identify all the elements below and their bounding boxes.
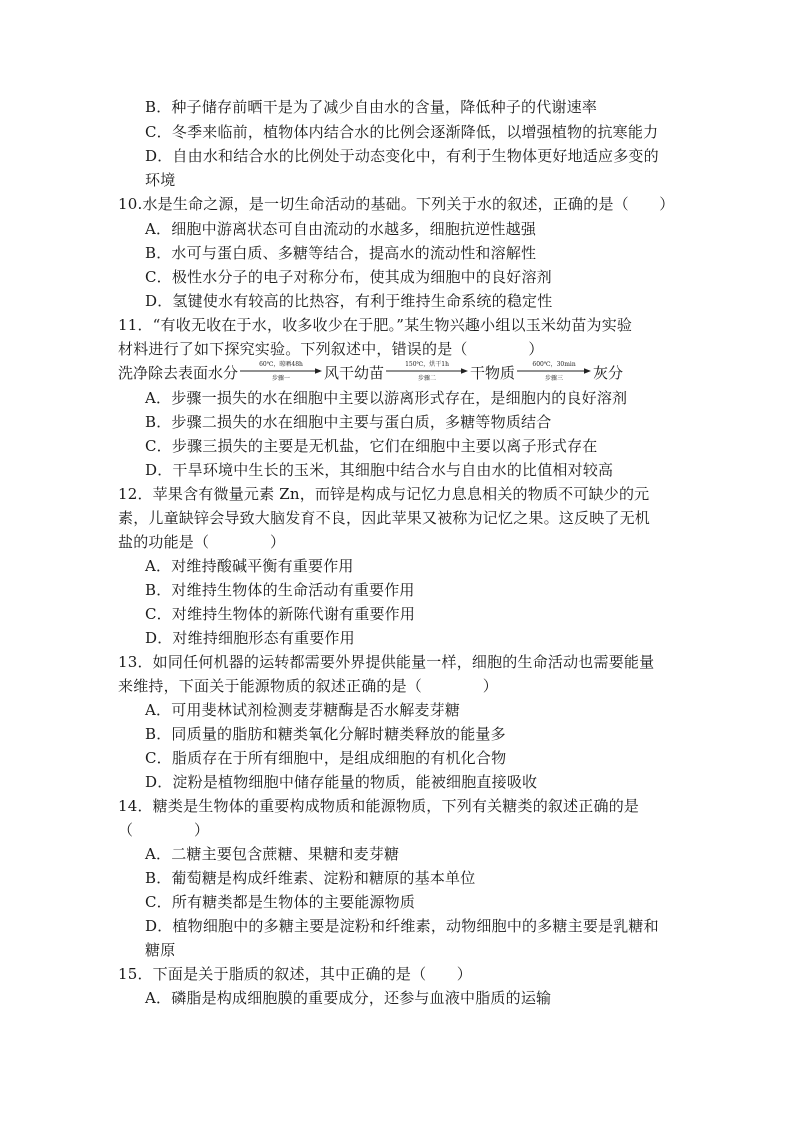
q14-option-a: A．二糖主要包含蔗糖、果糖和麦芽糖 (145, 845, 400, 863)
flow-step-dry-seedling: 风干幼苗 (324, 363, 385, 382)
flow-arrow-step1 (239, 359, 323, 385)
arrow2-icon (385, 367, 469, 375)
q13-option-a: A．可用斐林试剂检测麦芽糖酶是否水解麦芽糖 (145, 701, 461, 719)
q9-option-d-cont: 环境 (145, 171, 176, 189)
q11-option-b: B．步骤二损失的水在细胞中主要与蛋白质，多糖等物质结合 (145, 413, 552, 431)
q12-option-a: A．对维持酸碱平衡有重要作用 (145, 557, 354, 575)
q11-option-a: A．步骤一损失的水在细胞中主要以游离形式存在，是细胞内的良好溶剂 (145, 389, 628, 407)
arrow3-icon (516, 367, 592, 375)
arrow3-step: 步骤三 (545, 375, 564, 382)
q13-option-d: D．淀粉是植物细胞中储存能量的物质，能被细胞直接吸收 (145, 773, 538, 791)
arrow2-condition: 150℃，烘干1h (405, 361, 449, 368)
q9-option-b: B．种子储存前晒干是为了减少自由水的含量，降低种子的代谢速率 (145, 98, 598, 116)
q14-stem-2: （ ） (118, 821, 210, 839)
arrow1-icon (239, 367, 323, 375)
q12-stem-2: 素，儿童缺锌会导致大脑发育不良，因此苹果又被称为记忆之果。这反映了无机 (118, 509, 651, 527)
q12-stem-1: 12．苹果含有微量元素 Zn，而锌是构成与记忆力息息相关的物质不可缺少的元 (118, 485, 650, 503)
q10-option-a: A．细胞中游离状态可自由流动的水越多，细胞抗逆性越强 (145, 220, 537, 238)
arrow2-step: 步骤二 (418, 375, 437, 382)
q11-stem-1: 11．“有收无收在于水，收多收少在于肥。”某生物兴趣小组以玉米幼苗为实验 (118, 316, 633, 334)
arrow3-condition: 600℃，30min (532, 361, 576, 368)
q9-option-c: C．冬季来临前，植物体内结合水的比例会逐渐降低，以增强植物的抗寒能力 (145, 123, 659, 141)
q13-stem-2: 来维持，下面关于能源物质的叙述正确的是（ ） (118, 677, 499, 695)
flow-arrow-step2 (385, 359, 469, 385)
q14-option-b: B．葡萄糖是构成纤维素、淀粉和糖原的基本单位 (145, 869, 476, 887)
q11-stem-2: 材料进行了如下探究实验。下列叙述中，错误的是（ ） (118, 340, 544, 358)
q14-option-d-cont: 糖原 (145, 941, 176, 959)
q12-option-b: B．对维持生物体的生命活动有重要作用 (145, 581, 415, 599)
q12-stem-3: 盐的功能是（ ） (118, 533, 286, 551)
q12-option-c: C．对维持生物体的新陈代谢有重要作用 (145, 605, 416, 623)
flow-arrow-step3 (516, 359, 592, 385)
q15-option-a: A．磷脂是构成细胞膜的重要成分，还参与血液中脂质的运输 (145, 989, 552, 1007)
arrow1-step: 步骤一 (272, 375, 291, 382)
q11-option-c: C．步骤三损失的主要是无机盐，它们在细胞中主要以离子形式存在 (145, 437, 598, 455)
q11-option-d: D．干旱环境中生长的玉米，其细胞中结合水与自由水的比值相对较高 (145, 461, 614, 479)
q10-option-b: B．水可与蛋白质、多糖等结合，提高水的流动性和溶解性 (145, 244, 537, 262)
arrow1-condition: 60℃，晾晒48h (259, 361, 303, 368)
flow-step-ash: 灰分 (593, 363, 624, 382)
experiment-flow (118, 359, 623, 385)
q13-option-b: B．同质量的脂肪和糖类氧化分解时糖类释放的能量多 (145, 725, 506, 743)
q15-stem: 15．下面是关于脂质的叙述，其中正确的是（ ） (118, 965, 472, 983)
q10-option-c: C．极性水分子的电子对称分布，使其成为细胞中的良好溶剂 (145, 268, 552, 286)
q12-option-d: D．对维持细胞形态有重要作用 (145, 629, 355, 647)
q13-stem-1: 13．如同任何机器的运转都需要外界提供能量一样，细胞的生命活动也需要能量 (118, 653, 655, 671)
q9-option-d: D．自由水和结合水的比例处于动态变化中，有利于生物体更好地适应多变的 (145, 147, 659, 165)
q10-option-d: D．氢键使水有较高的比热容，有利于维持生命系统的稳定性 (145, 292, 553, 310)
flow-step-dry-matter: 干物质 (470, 363, 516, 382)
q14-option-d: D．植物细胞中的多糖主要是淀粉和纤维素，动物细胞中的多糖主要是乳糖和 (145, 917, 659, 935)
q10-stem: 10.水是生命之源，是一切生命活动的基础。下列关于水的叙述，正确的是（ ） (118, 195, 675, 213)
q14-stem-1: 14．糖类是生物体的重要构成物质和能源物质，下列有关糖类的叙述正确的是 (118, 797, 640, 815)
flow-step-start: 洗净除去表面水分 (118, 363, 239, 382)
q14-option-c: C．所有糖类都是生物体的主要能源物质 (145, 893, 416, 911)
q13-option-c: C．脂质存在于所有细胞中，是组成细胞的有机化合物 (145, 749, 507, 767)
